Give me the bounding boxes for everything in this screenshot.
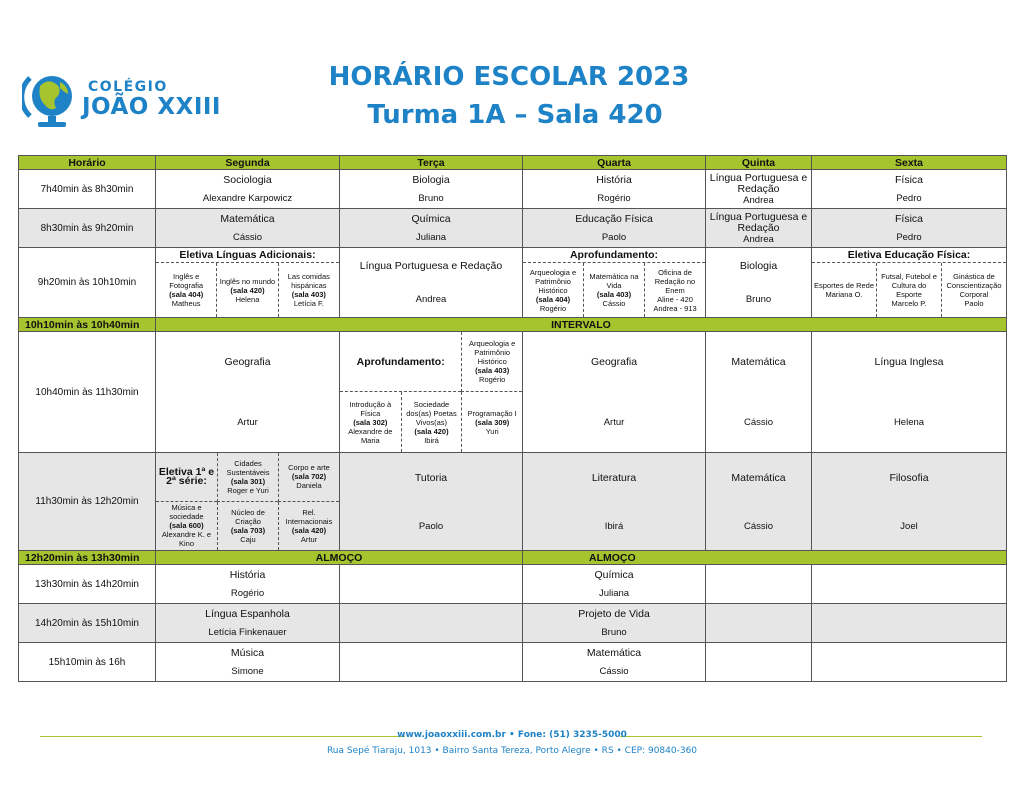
class-cell [523, 604, 706, 643]
option-teacher: Rogério [479, 375, 506, 384]
elective-option [401, 392, 462, 452]
subject: Língua Portuguesa e Redação [709, 210, 808, 234]
option-name: Rel. Internacionais [285, 507, 333, 526]
subject: Filosofia [889, 471, 929, 484]
option-teacher: Alexandre de Maria [348, 426, 393, 445]
subject: Sociologia [223, 173, 272, 186]
table-row [19, 170, 1007, 209]
empty-cell [706, 604, 812, 643]
option-room: (sala 309) [475, 417, 510, 427]
option-teacher: Roger e Yuri [227, 485, 269, 495]
elective-heading: Aprofundamento: [523, 248, 705, 263]
teacher: Bruno [745, 294, 772, 306]
option-room: (sala 403) [291, 290, 326, 299]
empty-cell [812, 643, 1007, 682]
col-header-sexta: Sexta [812, 156, 1007, 170]
table-row [19, 248, 1007, 318]
subject: História [229, 568, 266, 581]
elective-option [941, 263, 1006, 317]
teacher: Artur [237, 416, 258, 428]
option-name: Cidades Sustentáveis [226, 458, 270, 477]
option-teacher: Helena [235, 294, 260, 304]
teacher: Juliana [415, 232, 447, 244]
elective-option [340, 392, 401, 452]
option-room: (sala 420) [230, 285, 265, 295]
elective-cell [156, 453, 340, 551]
teacher: Paolo [601, 232, 627, 244]
elective-option [216, 263, 277, 317]
teacher: Andrea [743, 233, 774, 245]
option-room: (sala 600) [169, 521, 204, 531]
subject: Língua Portuguesa e Redação [709, 171, 808, 195]
option-name: Inglês e Fotografia [169, 272, 204, 290]
teacher: Cássio [232, 232, 263, 244]
subject: Música [230, 646, 265, 659]
class-cell [812, 209, 1007, 248]
class-cell [156, 604, 340, 643]
teacher: Letícia Finkenauer [208, 627, 287, 639]
teacher: Andrea [415, 294, 447, 306]
subject: Matemática [731, 471, 786, 484]
col-header-terca: Terça [340, 156, 523, 170]
empty-cell [812, 604, 1007, 643]
empty-cell [706, 643, 812, 682]
teacher: Alexandre Karpowicz [202, 193, 293, 205]
option-room: (sala 301) [230, 476, 266, 486]
class-cell [340, 453, 523, 551]
teacher: Rogério [230, 588, 265, 600]
class-cell [156, 170, 340, 209]
option-teacher: Rogério [539, 303, 567, 313]
class-cell [523, 453, 706, 551]
time-cell: 11h30min às 12h20min [19, 453, 156, 551]
subject: Geografia [224, 356, 271, 369]
option-teacher: Alexandre K. e Kino [161, 530, 212, 549]
elective-option [523, 263, 583, 317]
option-teacher: Ibirá [424, 435, 439, 445]
class-cell [156, 209, 340, 248]
page-subtitle: Turma 1A – Sala 420 [367, 100, 663, 130]
subject: Biologia [739, 259, 778, 272]
class-cell [706, 170, 812, 209]
elective-heading: Eletiva 1ª e 2ª série: [156, 453, 217, 502]
teacher: Bruno [418, 193, 444, 205]
subject: História [596, 173, 632, 186]
class-cell [706, 453, 812, 551]
elective-option [461, 332, 522, 392]
option-teacher: Cássio [602, 299, 626, 308]
elective-option [217, 502, 278, 551]
class-cell [340, 248, 523, 318]
option-name: Oficina de Redação no Enem [654, 267, 696, 295]
class-cell [156, 332, 340, 453]
option-room: (sala 420) [414, 426, 449, 436]
time-cell: 8h30min às 9h20min [19, 209, 156, 248]
class-cell [523, 643, 706, 682]
time-cell: 14h20min às 15h10min [19, 604, 156, 643]
option-room: (sala 404) [535, 294, 571, 304]
footer-contact: www.joaoxxiii.com.br • Fone: (51) 3235-5000 [397, 730, 627, 740]
subject: Química [594, 568, 634, 581]
option-teacher: Caju [240, 534, 256, 544]
option-name: Núcleo de Criação [231, 507, 265, 526]
subject: Geografia [590, 356, 638, 369]
option-name: Ginástica de Conscientização Corporal [946, 272, 1002, 299]
elective-option [812, 263, 876, 317]
option-name: Introdução à Física [349, 399, 392, 418]
option-name: Sociedade dos(as) Poetas Vivos(as) [406, 399, 457, 427]
elective-cell [812, 248, 1007, 318]
teacher: Joel [900, 520, 918, 532]
header-row [19, 156, 1007, 170]
subject: Física [894, 212, 923, 225]
option-room: (sala 403) [475, 366, 510, 375]
break-label: ALMOÇO [156, 551, 523, 565]
time-cell: 12h20min às 13h30min [19, 551, 156, 565]
option-teacher: Marcelo P. [891, 299, 927, 308]
option-name: Corpo e arte [288, 463, 330, 473]
break-label: INTERVALO [156, 318, 1007, 332]
teacher: Juliana [598, 588, 630, 600]
option-teacher: Paolo [964, 299, 984, 308]
class-cell [340, 209, 523, 248]
subject: Matemática [220, 212, 275, 225]
col-header-horario: Horário [19, 156, 156, 170]
elective-option [278, 453, 339, 502]
class-cell [156, 643, 340, 682]
class-cell [706, 248, 812, 318]
col-header-quarta: Quarta [523, 156, 706, 170]
table-row [19, 604, 1007, 643]
subject: Língua Inglesa [874, 356, 944, 369]
option-teacher: Matheus [171, 299, 201, 308]
subject: Matemática [586, 646, 642, 659]
time-cell: 15h10min às 16h [19, 643, 156, 682]
option-name: Las comidas hispánicas [287, 272, 330, 290]
class-cell [812, 453, 1007, 551]
time-cell: 7h40min às 8h30min [19, 170, 156, 209]
elective-option [156, 263, 216, 317]
option-teacher: Mariana O. [825, 290, 863, 299]
teacher: Artur [603, 416, 625, 428]
class-cell [156, 565, 340, 604]
time-cell: 9h20min às 10h10min [19, 248, 156, 318]
option-room: (sala 703) [230, 525, 266, 535]
option-room: (sala 403) [596, 290, 632, 299]
table-row [19, 332, 1007, 453]
logo-text-small: COLÉGIO [88, 79, 168, 95]
option-teacher: Yuri [485, 426, 499, 436]
empty-cell [340, 604, 523, 643]
time-cell: 10h40min às 11h30min [19, 332, 156, 453]
option-name: Música e sociedade [169, 503, 204, 522]
class-cell [706, 332, 812, 453]
subject: Educação Física [575, 212, 653, 225]
empty-cell [340, 643, 523, 682]
teacher: Rogério [597, 193, 631, 205]
option-teacher: Letícia F. [293, 299, 324, 308]
subject: Matemática [731, 356, 786, 369]
elective-option [876, 263, 941, 317]
class-cell [523, 209, 706, 248]
elective-option [461, 392, 522, 452]
subject: Projeto de Vida [578, 607, 650, 620]
table-row [19, 565, 1007, 604]
page-title: HORÁRIO ESCOLAR 2023 [328, 62, 690, 92]
subject: Língua Portuguesa e Redação [359, 259, 503, 272]
class-cell [812, 332, 1007, 453]
table-row [19, 643, 1007, 682]
teacher: Andrea [743, 194, 774, 206]
option-room: (sala 702) [291, 472, 327, 482]
footer-address: Rua Sepé Tiaraju, 1013 • Bairro Santa Tereza, Porto Alegre • RS • CEP: 90840-360 [326, 746, 698, 756]
option-room: (sala 404) [169, 290, 204, 299]
time-cell: 10h10min às 10h40min [19, 318, 156, 332]
subject: Biologia [412, 173, 450, 186]
class-cell [812, 170, 1007, 209]
option-teacher: Artur [300, 534, 318, 544]
break-row [19, 318, 1007, 332]
teacher: Paolo [418, 520, 444, 532]
time-cell: 13h30min às 14h20min [19, 565, 156, 604]
elective-option [583, 263, 644, 317]
subject: Química [411, 212, 451, 225]
teacher: Simone [231, 666, 264, 678]
teacher: Bruno [601, 627, 627, 639]
elective-cell [156, 248, 340, 318]
option-name: Futsal, Futebol e Cultura do Esporte [881, 272, 937, 299]
subject: Língua Espanhola [205, 607, 290, 620]
teacher: Helena [893, 416, 925, 428]
teacher: Pedro [896, 232, 922, 244]
break-label: ALMOÇO [523, 551, 1007, 565]
option-room: Aline - 420 [657, 294, 693, 304]
schedule-table [18, 155, 1007, 682]
elective-heading: Eletiva Línguas Adicionais: [156, 248, 339, 263]
option-name: Programação I [467, 408, 517, 418]
table-row [19, 453, 1007, 551]
break-row [19, 551, 1007, 565]
class-cell [523, 170, 706, 209]
table-row [19, 209, 1007, 248]
elective-option [644, 263, 705, 317]
col-header-segunda: Segunda [156, 156, 340, 170]
subject: Literatura [591, 471, 637, 484]
teacher: Pedro [896, 193, 922, 205]
teacher: Cássio [743, 520, 774, 532]
elective-heading: Eletiva Educação Física: [812, 248, 1006, 263]
option-name: Arqueologia e Patrimônio Histórico [469, 339, 516, 366]
class-cell [706, 209, 812, 248]
elective-option [278, 263, 339, 317]
subject: Física [894, 173, 923, 186]
class-cell [340, 170, 523, 209]
elective-cell [340, 332, 523, 453]
option-room: (sala 420) [291, 525, 327, 535]
logo-text-big: JOÃO XXIII [82, 94, 221, 120]
empty-cell [340, 565, 523, 604]
empty-cell [706, 565, 812, 604]
elective-option [278, 502, 339, 551]
teacher: Ibirá [604, 520, 624, 532]
option-name: Matemática na Vida [589, 272, 639, 290]
class-cell [523, 332, 706, 453]
option-name: Esportes de Rede [813, 281, 875, 290]
elective-cell [523, 248, 706, 318]
teacher: Cássio [599, 666, 629, 678]
option-name: Arqueologia e Patrimônio Histórico [529, 267, 577, 295]
subject: Tutoria [414, 471, 448, 484]
class-cell [523, 565, 706, 604]
elective-option [156, 502, 217, 551]
option-teacher: Daniela [296, 481, 322, 491]
teacher: Cássio [743, 416, 774, 428]
option-room: (sala 302) [353, 417, 388, 427]
col-header-quinta: Quinta [706, 156, 812, 170]
elective-heading: Aprofundamento: [340, 332, 461, 392]
option-name: Inglês no mundo [219, 276, 276, 286]
option-teacher: Andrea - 913 [653, 303, 697, 313]
elective-option [217, 453, 278, 502]
empty-cell [812, 565, 1007, 604]
